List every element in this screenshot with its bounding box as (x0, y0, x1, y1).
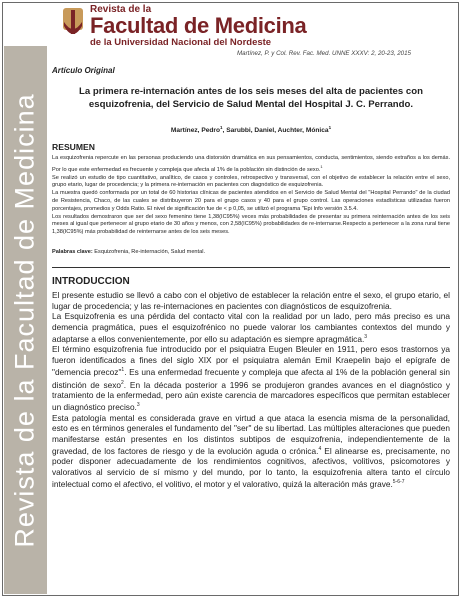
abstract-text: La esquizofrenia repercute en las personas produciendo una distorsión dramática en sus pensamientos, conducta, sentimientos, siendo extraños a los demás. Por lo que este enfermedad es frecuente y compleja que afecta al 1% de la población sin distinción de sexo. (52, 155, 450, 173)
intro-paragraph (52, 344, 450, 412)
journal-header (90, 4, 420, 48)
article-type: Artículo Original (52, 66, 115, 75)
author-separator: , (222, 127, 227, 135)
header-subtitle: de la Universidad Nacional del Nordeste (90, 37, 272, 48)
intro-text: . En la década posterior a 1996 se produjeron grandes avances en el diagnóstico y tratamiento de la enfermedad, pero aún existe carencia de marcadores específicos que permitan establecer un diagnóstico preciso. (52, 379, 450, 413)
side-title-text: Revista de la Facultad de Medicina (10, 92, 41, 548)
introduction (52, 276, 450, 490)
abstract-paragraph: Se realizó un estudio de tipo cuantitativo, analítico, de casos y controles, retrospectivo y transversal, con el objetivo de establecer la relación entre el sexo, grupo etario, lugar de procedencia; y la primera re-internación en pacientes con diagnóstico de esquizofrenia. (52, 174, 450, 189)
footnote-mark: 3 (136, 402, 140, 409)
footnote-mark: 1 (320, 163, 323, 169)
footnote-mark: 3 (364, 334, 368, 341)
footnote-mark: 5-6-7 (392, 479, 405, 486)
citation: Martínez, P. y Col. Rev. Fac. Med. UNNE XXXV: 2, 20-23, 2015 (236, 50, 411, 57)
header-small: Revista de la (90, 4, 152, 15)
abstract-paragraph: La muestra quedó conformada por un total de 60 historias clínicas de pacientes atendidos en el Servicio de Salud Mental del "Hospital Perrando" de la ciudad de Resistencia, Chaco, de las cuales se distribuyeron 20 para el grupo casos y 40 para el grupo control. Las operaciones estadísticas utilizadas fueron porcentajes, promedios y Odds Ratio. El nivel de significación fue de < p 0,05, se utilizó el programa "Epi Info versión 3.5.4. (52, 190, 450, 212)
article-title: La primera re-internación antes de los seis meses del alta de pacientes con esquizofrenia, del Servicio de Salud Mental del Hospital J. C. Perrando. (79, 86, 423, 110)
intro-heading: INTRODUCCION (52, 276, 130, 288)
article-content (52, 66, 450, 490)
abstract-paragraph: Los resultados demostraron que ser del sexo femenino tiene 1,38(IC95%) veces más probabilidades de presentar su primera reinternación antes de los seis meses al igual que pertenecer al grupo etario de 30 años y menos, con 2,58(IC95%) probabilidades de re-internarse.Respecto a pertenecer a la zona rural tiene 1,38(IC95%) más probabilidad de reinternarse antes de los seis meses. (52, 213, 450, 236)
side-title (4, 46, 47, 594)
keywords-text: Esquizofrenia, Re-internación, Salud mental. (92, 249, 205, 256)
author-name: Auchter, Mónica (277, 127, 329, 135)
intro-paragraph: El presente estudio se llevó a cabo con el objetivo de establecer la relación entre el sexo, el grupo etario, el lugar de procedencia; y las re-internaciones en pacientes con diagnósticos de esquizofrenia. (52, 290, 450, 311)
intro-text: El alinearse es, precisamente, no poder disponer adecuadamente de los rendimientos cognitivos, afectivos, volitivos, psicomotores y valorativos al servicio de sí mismo y del mundo, por lo tanto, la esquizofrenia altera tanto el círculo intelectual como el afectivo, el volitivo, el motor y el valorativo, quizá la alteración más grave. (52, 445, 450, 490)
intro-text: . Es una enfermedad frecuente y compleja que afecta al 1% de la población general sin distinción de sexo (52, 367, 450, 390)
authors (52, 125, 450, 134)
author-name: Sarubbi, Daniel (226, 127, 275, 135)
intro-text: Esta patología mental es considerada grave en virtud a que ataca la esencia misma de la personalidad, esto es en términos generales el fundamento del "ser" de su libertad. Las múltiples alteraciones que pueden manifestarse están presentes en los distintos subtipos de esquizofrenia, independientemente de la gravedad, de los factores de riesgo y de la evolución aguda o crónica. (52, 412, 450, 456)
intro-paragraph (52, 311, 450, 344)
abstract-heading: RESUMEN (52, 142, 95, 153)
author-mark: 1 (328, 125, 332, 130)
keywords (52, 249, 450, 255)
section-divider (52, 267, 450, 268)
abstract (52, 142, 450, 237)
author-name: Martínez, Pedro (170, 127, 221, 135)
intro-paragraph (52, 413, 450, 490)
header-title: Facultad de Medicina (90, 13, 307, 38)
university-logo-icon (62, 8, 84, 42)
intro-text: El término esquizofrenia fue introducido por el psiquiatra Eugen Bleuler en 1911, pero esos trastornos ya fueron identificados a fines del siglo XIX por el psiquiatra alemán Emil Kraepelin bajo el epígrafe de "demencia precoz" (52, 344, 450, 378)
author-mark: 1 (220, 125, 223, 130)
keywords-label: Palabras clave: (52, 249, 93, 256)
abstract-paragraph (52, 155, 450, 174)
author-separator: , (274, 127, 278, 135)
intro-text: La Esquizofrenia es una pérdida del contacto vital con la realidad por un lado, pero más preciso es una demencia pragmática, pues el esquizofrénico no puede valorar los cambiantes contextos del mundo y adaptarse a ellos convenientemente, por ello su adaptación es siempre apragmática. (52, 311, 450, 344)
footnote-mark: 2 (121, 379, 124, 386)
footnote-mark: 1 (121, 367, 125, 374)
footnote-mark: 4 (318, 446, 322, 453)
